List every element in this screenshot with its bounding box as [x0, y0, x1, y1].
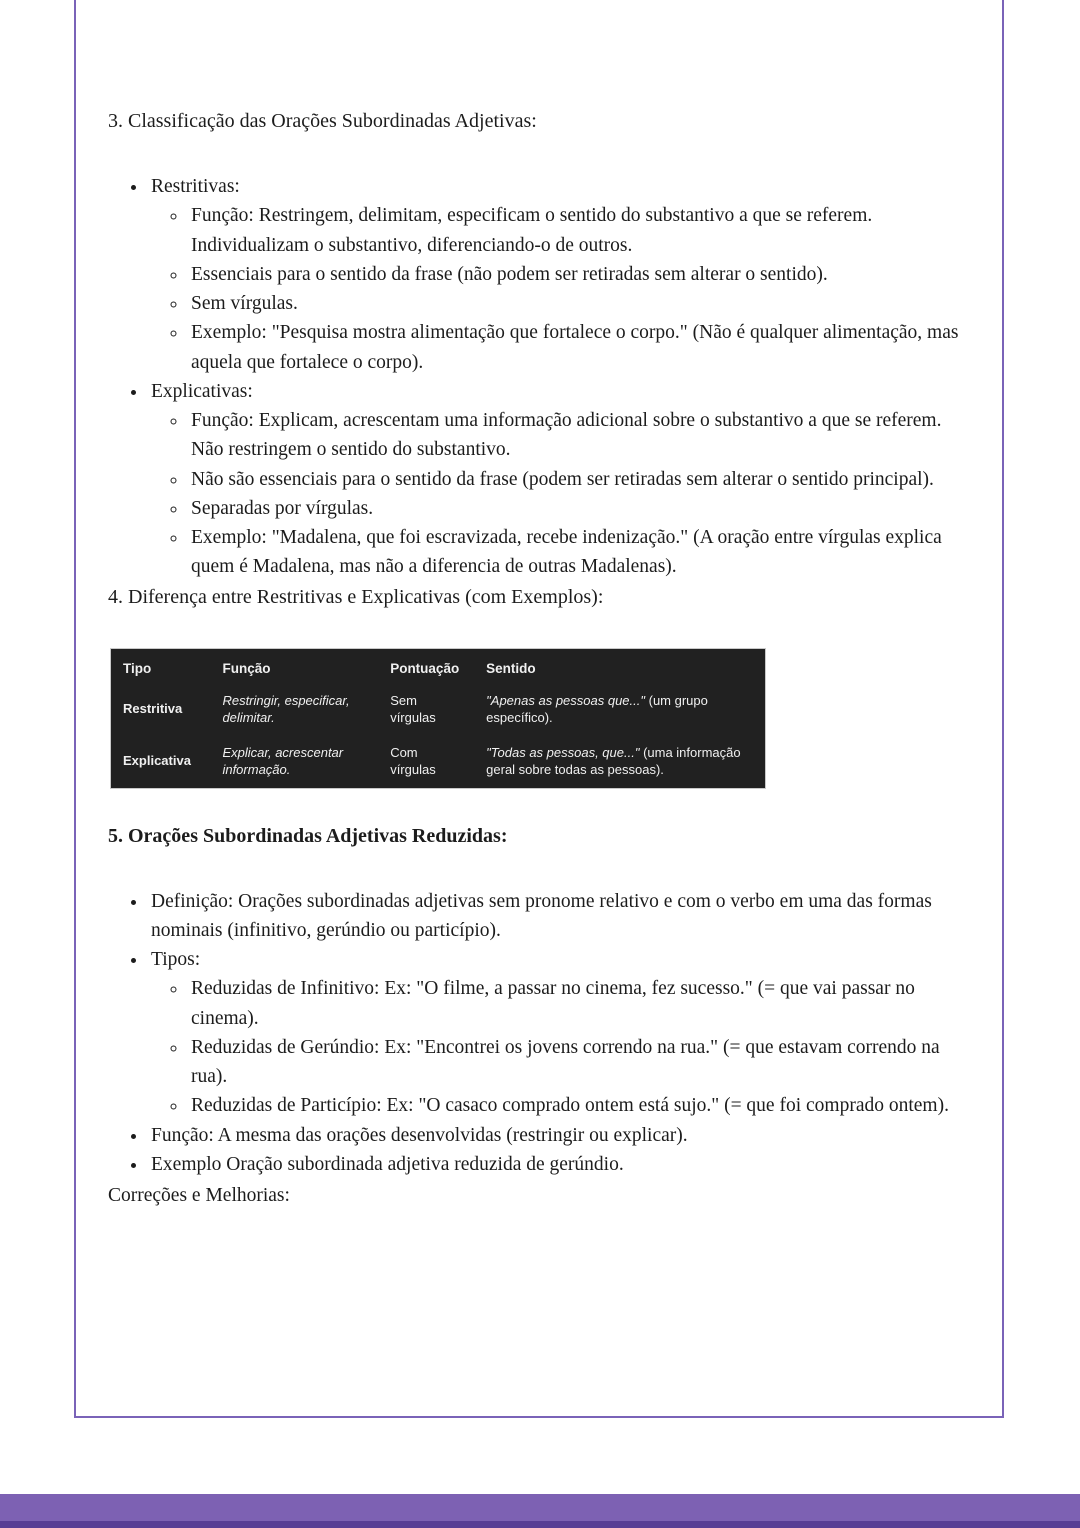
table-row: [111, 736, 766, 788]
list-item: ◦ Reduzidas de Gerúndio: Ex: "Encontrei os jovens correndo na rua." (= que estavam correndo na rua).: [188, 1033, 972, 1092]
sentido-quote: "Todas as pessoas, que...": [486, 744, 640, 760]
list-item-label: Tipos:: [151, 949, 201, 971]
document-content: [76, 0, 1002, 1210]
table-header-row: [111, 648, 766, 684]
column-header-sentido: Sentido: [486, 660, 536, 676]
section5-list: [108, 887, 972, 1180]
sentido-note: (uma informação geral sobre todas as pessoas).: [486, 744, 741, 777]
corrections-heading: Correções e Melhorias:: [108, 1185, 290, 1207]
list-item-restritivas: [148, 172, 972, 377]
cell-pontuacao: Com vírgulas: [390, 744, 436, 777]
page-border: [74, 0, 1004, 1418]
tipos-sublist: [151, 974, 972, 1120]
list-item-tipos: [148, 945, 972, 1121]
section4-title: 4. Diferença entre Restritivas e Explicativas (com Exemplos):: [108, 585, 604, 608]
list-item-label: Restritivas:: [151, 176, 240, 197]
section3-title: 3. Classificação das Orações Subordinadas Adjetivas:: [108, 110, 537, 132]
table-row: [111, 684, 766, 736]
cell-tipo: Restritiva: [123, 701, 183, 717]
list-item-label: Explicativas:: [151, 380, 253, 402]
column-header-tipo: Tipo: [123, 660, 152, 676]
list-item: ◦ Função: Explicam, acrescentam uma informação adicional sobre o substantivo a que se referem. Não restringem o sentido do substantivo.: [188, 406, 972, 465]
restritivas-sublist: [151, 201, 972, 377]
cell-funcao: Explicar, acrescentar informação.: [222, 744, 344, 777]
list-item: • Exemplo Oração subordinada adjetiva reduzida de gerúndio.: [148, 1150, 972, 1179]
list-item-explicativas: [148, 377, 972, 582]
column-header-funcao: Função: [222, 660, 271, 676]
list-item: ◦ Reduzidas de Infinitivo: Ex: "O filme, a passar no cinema, fez sucesso." (= que vai passar no cinema).: [188, 974, 972, 1033]
list-item: ◦ Separadas por vírgulas.: [188, 494, 972, 523]
sentido-quote: "Apenas as pessoas que...": [486, 693, 645, 709]
bottom-bar-dark-edge: [0, 1521, 1080, 1528]
explicativas-sublist: [151, 406, 972, 582]
comparison-table: [110, 648, 766, 789]
cell-sentido: [474, 684, 765, 736]
cell-sentido: [474, 736, 765, 788]
list-item: ◦ Sem vírgulas.: [188, 289, 972, 318]
list-item: ◦ Não são essenciais para o sentido da frase (podem ser retiradas sem alterar o sentido principal).: [188, 465, 972, 494]
list-item: • Função: A mesma das orações desenvolvidas (restringir ou explicar).: [148, 1121, 972, 1150]
list-item: ◦ Exemplo: "Pesquisa mostra alimentação que fortalece o corpo." (Não é qualquer alimentação, mas aquela que fortalece o corpo).: [188, 318, 972, 377]
list-item: ◦ Essenciais para o sentido da frase (não podem ser retiradas sem alterar o sentido).: [188, 260, 972, 289]
cell-funcao: Restringir, especificar, delimitar.: [222, 693, 350, 725]
column-header-pontuacao: Pontuação: [390, 660, 460, 676]
list-item: • Definição: Orações subordinadas adjetivas sem pronome relativo e com o verbo em uma das formas nominais (infinitivo, gerúndio ou particípio).: [148, 887, 972, 946]
section3-list: [108, 172, 972, 582]
sentido-note: (um grupo específico).: [486, 693, 708, 725]
list-item: ◦ Reduzidas de Particípio: Ex: "O casaco comprado ontem está sujo." (= que foi comprado ontem).: [188, 1091, 972, 1120]
cell-pontuacao: Sem vírgulas: [390, 693, 436, 725]
section5-title: 5. Orações Subordinadas Adjetivas Reduzidas:: [108, 824, 508, 847]
list-item: ◦ Exemplo: "Madalena, que foi escravizada, recebe indenização." (A oração entre vírgulas explica quem é Madalena, mas não a diferencia de outras Madalenas).: [188, 523, 972, 582]
list-item: ◦ Função: Restringem, delimitam, especificam o sentido do substantivo a que se referem. Individualizam o substantivo, diferenciando-o de outros.: [188, 201, 972, 260]
cell-tipo: Explicativa: [123, 753, 191, 769]
